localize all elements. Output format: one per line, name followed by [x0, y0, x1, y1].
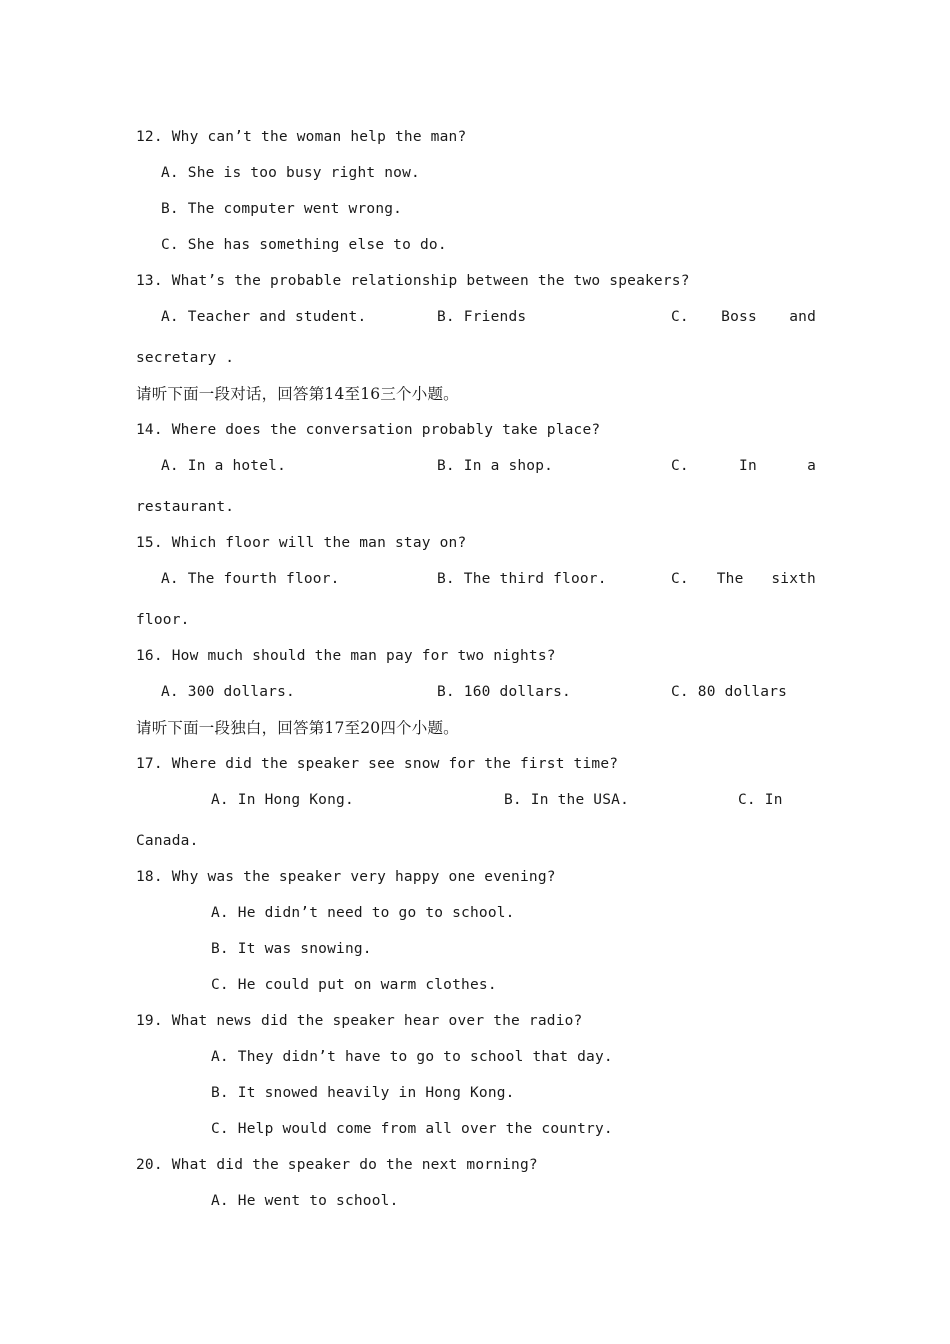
q14-option-a: A. In a hotel. [161, 458, 287, 474]
q17-option-a: A. In Hong Kong. [211, 792, 354, 808]
q19-option-a: A. They didn’t have to go to school that day. [211, 1049, 613, 1065]
q13-option-c-continued: secretary . [136, 350, 235, 366]
q20-option-a: A. He went to school. [211, 1193, 399, 1209]
question-20: 20. What did the speaker do the next morning? [136, 1157, 538, 1173]
q14-option-b: B. In a shop. [437, 458, 554, 474]
q15-option-a: A. The fourth floor. [161, 571, 340, 587]
q14-option-c [671, 456, 816, 476]
q15-option-c [671, 569, 816, 589]
q17-option-c-continued: Canada. [136, 833, 199, 849]
q15-option-c-word: sixth [771, 571, 816, 587]
q13-option-c-word: Boss [721, 309, 757, 325]
q15-option-c-letter: C. [671, 571, 689, 587]
q13-option-c-letter: C. [671, 309, 689, 325]
section-instruction-1: 请听下面一段对话，回答第14至16三个小题。 [136, 385, 459, 403]
q19-option-b: B. It snowed heavily in Hong Kong. [211, 1085, 515, 1101]
q12-option-b: B. The computer went wrong. [161, 201, 403, 217]
question-17: 17. Where did the speaker see snow for the first time? [136, 756, 619, 772]
q18-option-b: B. It was snowing. [211, 941, 372, 957]
q17-option-b: B. In the USA. [504, 792, 630, 808]
q12-option-c: C. She has something else to do. [161, 237, 447, 253]
question-16: 16. How much should the man pay for two nights? [136, 648, 556, 664]
q19-option-c: C. Help would come from all over the country. [211, 1121, 613, 1137]
q13-option-c-word: and [789, 309, 816, 325]
q17-option-c: C. In [738, 792, 783, 808]
q15-option-c-continued: floor. [136, 612, 190, 628]
question-12: 12. Why can’t the woman help the man? [136, 129, 467, 145]
question-13: 13. What’s the probable relationship between the two speakers? [136, 273, 690, 289]
question-15: 15. Which floor will the man stay on? [136, 535, 467, 551]
q14-option-c-continued: restaurant. [136, 499, 235, 515]
q18-option-a: A. He didn’t need to go to school. [211, 905, 515, 921]
q13-option-c [671, 307, 816, 327]
q14-option-c-word: a [807, 458, 816, 474]
question-19: 19. What news did the speaker hear over the radio? [136, 1013, 583, 1029]
q14-option-c-letter: C. [671, 458, 689, 474]
question-14: 14. Where does the conversation probably take place? [136, 422, 601, 438]
q16-option-b: B. 160 dollars. [437, 684, 571, 700]
q16-option-a: A. 300 dollars. [161, 684, 295, 700]
q13-option-a: A. Teacher and student. [161, 309, 367, 325]
section-instruction-2: 请听下面一段独白，回答第17至20四个小题。 [136, 719, 459, 737]
q12-option-a: A. She is too busy right now. [161, 165, 420, 181]
q15-option-b: B. The third floor. [437, 571, 607, 587]
q14-option-c-word: In [739, 458, 757, 474]
question-18: 18. Why was the speaker very happy one evening? [136, 869, 556, 885]
q16-option-c: C. 80 dollars [671, 684, 788, 700]
q18-option-c: C. He could put on warm clothes. [211, 977, 497, 993]
q15-option-c-word: The [716, 571, 744, 587]
q13-option-b: B. Friends [437, 309, 527, 325]
